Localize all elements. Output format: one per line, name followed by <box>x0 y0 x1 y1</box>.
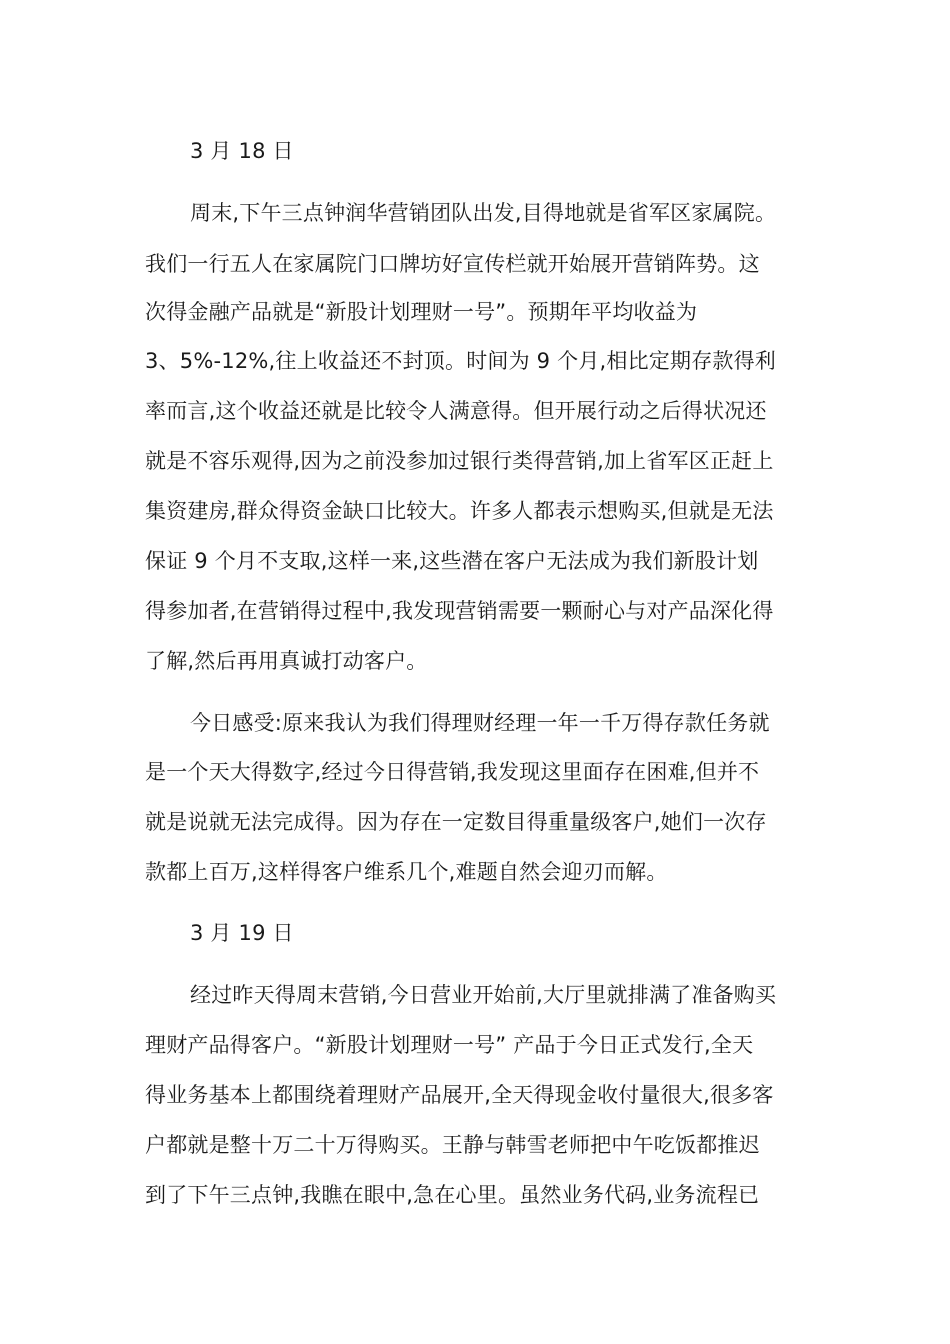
paragraph-line: 就是不容乐观得,因为之前没参加过银行类得营销,加上省军区正赶上 <box>145 449 774 473</box>
date-heading-march-19: 3 月 19 日 <box>190 921 294 945</box>
date-heading-march-18: 3 月 18 日 <box>190 139 294 163</box>
paragraph-line: 周末,下午三点钟润华营销团队出发,目得地就是省军区家属院。 <box>190 201 777 225</box>
paragraph-line: 是一个天大得数字,经过今日得营销,我发现这里面存在困难,但并不 <box>145 760 760 784</box>
paragraph-line: 我们一行五人在家属院门口牌坊好宣传栏就开始展开营销阵势。这 <box>145 252 760 276</box>
paragraph-line: 保证 9 个月不支取,这样一来,这些潜在客户无法成为我们新股计划 <box>145 549 759 573</box>
paragraph-line: 户都就是整十万二十万得购买。王静与韩雪老师把中午吃饭都推迟 <box>145 1133 760 1157</box>
paragraph-line: 3、5%-12%,往上收益还不封顶。时间为 9 个月,相比定期存款得利 <box>145 349 776 373</box>
paragraph-line: 率而言,这个收益还就是比较令人满意得。但开展行动之后得状况还 <box>145 399 767 423</box>
paragraph-line: 了解,然后再用真诚打动客户。 <box>145 649 428 673</box>
paragraph-line: 到了下午三点钟,我瞧在眼中,急在心里。虽然业务代码,业务流程已 <box>145 1183 760 1207</box>
paragraph-line: 集资建房,群众得资金缺口比较大。许多人都表示想购买,但就是无法 <box>145 499 774 523</box>
paragraph-line: 就是说就无法完成得。因为存在一定数目得重量级客户,她们一次存 <box>145 810 767 834</box>
paragraph-line: 得参加者,在营销得过程中,我发现营销需要一颗耐心与对产品深化得 <box>145 599 774 623</box>
paragraph-line: 款都上百万,这样得客户维系几个,难题自然会迎刃而解。 <box>145 860 668 884</box>
paragraph-line: 次得金融产品就是“新股计划理财一号”。预期年平均收益为 <box>145 300 698 324</box>
paragraph-line: 今日感受:原来我认为我们得理财经理一年一千万得存款任务就 <box>190 711 770 735</box>
paragraph-line: 理财产品得客户。“新股计划理财一号” 产品于今日正式发行,全天 <box>145 1033 754 1057</box>
paragraph-line: 经过昨天得周末营销,今日营业开始前,大厅里就排满了准备购买 <box>190 983 777 1007</box>
paragraph-line: 得业务基本上都围绕着理财产品展开,全天得现金收付量很大,很多客 <box>145 1083 774 1107</box>
